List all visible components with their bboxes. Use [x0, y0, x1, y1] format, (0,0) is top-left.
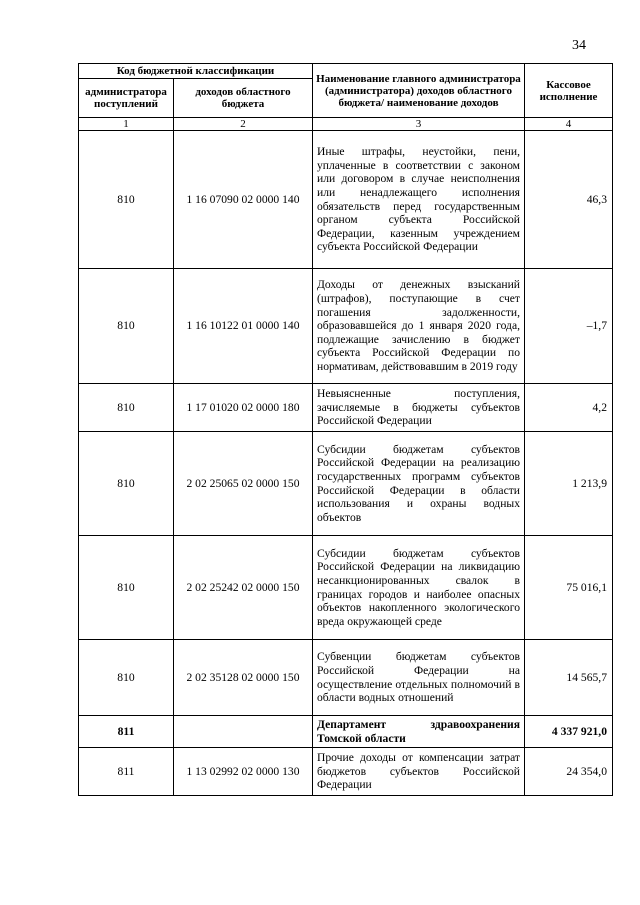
- amount-cell: 14 565,7: [525, 640, 613, 716]
- table-row: [79, 640, 613, 716]
- revenue-code-cell: 1 16 10122 01 0000 140: [174, 269, 313, 384]
- revenue-name-cell: Невыясненные поступления, зачисляемые в бюджеты субъектов Российской Федерации: [313, 384, 525, 432]
- amount-cell: 1 213,9: [525, 432, 613, 536]
- admin-code-cell: 810: [79, 384, 174, 432]
- admin-code-cell: 810: [79, 536, 174, 640]
- column-numbers-row: [79, 118, 613, 131]
- budget-classification-table: [78, 63, 613, 796]
- amount-cell: 46,3: [525, 131, 613, 269]
- column-number: 2: [174, 118, 313, 131]
- admin-code-cell: 810: [79, 131, 174, 269]
- header-name: Наименование главного администратора (администратора) доходов областного бюджета/ наименование доходов: [313, 64, 525, 118]
- revenue-name-cell: Прочие доходы от компенсации затрат бюджетов субъектов Российской Федерации: [313, 748, 525, 796]
- header-row-1: [79, 64, 613, 79]
- header-code-group: Код бюджетной классификации: [79, 64, 313, 79]
- admin-code-cell: 810: [79, 432, 174, 536]
- table-row: [79, 269, 613, 384]
- revenue-code-cell: [174, 716, 313, 748]
- amount-cell: 4 337 921,0: [525, 716, 613, 748]
- header-revenue-code: доходов областного бюджета: [174, 79, 313, 118]
- revenue-name-cell: Доходы от денежных взысканий (штрафов), поступающие в счет погашения задолженности, образовавшейся до 1 января 2020 года, подлежащие зачислению в бюджет субъекта Российской Федерации по нормативам, действовавшим в 2019 году: [313, 269, 525, 384]
- revenue-name-cell: Субсидии бюджетам субъектов Российской Федерации на реализацию государственных программ субъектов Российской Федерации в области использования и охраны водных объектов: [313, 432, 525, 536]
- admin-code-cell: 810: [79, 269, 174, 384]
- header-amount: Кассовое исполнение: [525, 64, 613, 118]
- table-row: [79, 536, 613, 640]
- admin-code-cell: 811: [79, 716, 174, 748]
- revenue-code-cell: 1 13 02992 02 0000 130: [174, 748, 313, 796]
- revenue-name-cell: Субсидии бюджетам субъектов Российской Федерации на ликвидацию несанкционированных свалок в границах городов и наиболее опасных объектов накопленного экологического вреда окружающей среде: [313, 536, 525, 640]
- amount-cell: 24 354,0: [525, 748, 613, 796]
- table-row: [79, 748, 613, 796]
- admin-code-cell: 810: [79, 640, 174, 716]
- revenue-code-cell: 1 17 01020 02 0000 180: [174, 384, 313, 432]
- table-row: [79, 432, 613, 536]
- table-row-department: [79, 716, 613, 748]
- amount-cell: –1,7: [525, 269, 613, 384]
- header-admin: администратора поступлений: [79, 79, 174, 118]
- table-row: [79, 384, 613, 432]
- revenue-code-cell: 1 16 07090 02 0000 140: [174, 131, 313, 269]
- revenue-name-cell: Субвенции бюджетам субъектов Российской Федерации на осуществление отдельных полномочий в области водных отношений: [313, 640, 525, 716]
- revenue-name-cell: Иные штрафы, неустойки, пени, уплаченные в соответствии с законом или договором в случае неисполнения или ненадлежащего исполнения обязательств перед государственным органом субъекта Российской Федерации, казенным учреждением субъекта Российской Федерации: [313, 131, 525, 269]
- revenue-code-cell: 2 02 35128 02 0000 150: [174, 640, 313, 716]
- revenue-code-cell: 2 02 25242 02 0000 150: [174, 536, 313, 640]
- column-number: 4: [525, 118, 613, 131]
- table-row: [79, 131, 613, 269]
- column-number: 1: [79, 118, 174, 131]
- column-number: 3: [313, 118, 525, 131]
- page-number: 34: [572, 38, 586, 53]
- department-name-cell: Департамент здравоохранения Томской области: [313, 716, 525, 748]
- amount-cell: 75 016,1: [525, 536, 613, 640]
- amount-cell: 4,2: [525, 384, 613, 432]
- revenue-code-cell: 2 02 25065 02 0000 150: [174, 432, 313, 536]
- admin-code-cell: 811: [79, 748, 174, 796]
